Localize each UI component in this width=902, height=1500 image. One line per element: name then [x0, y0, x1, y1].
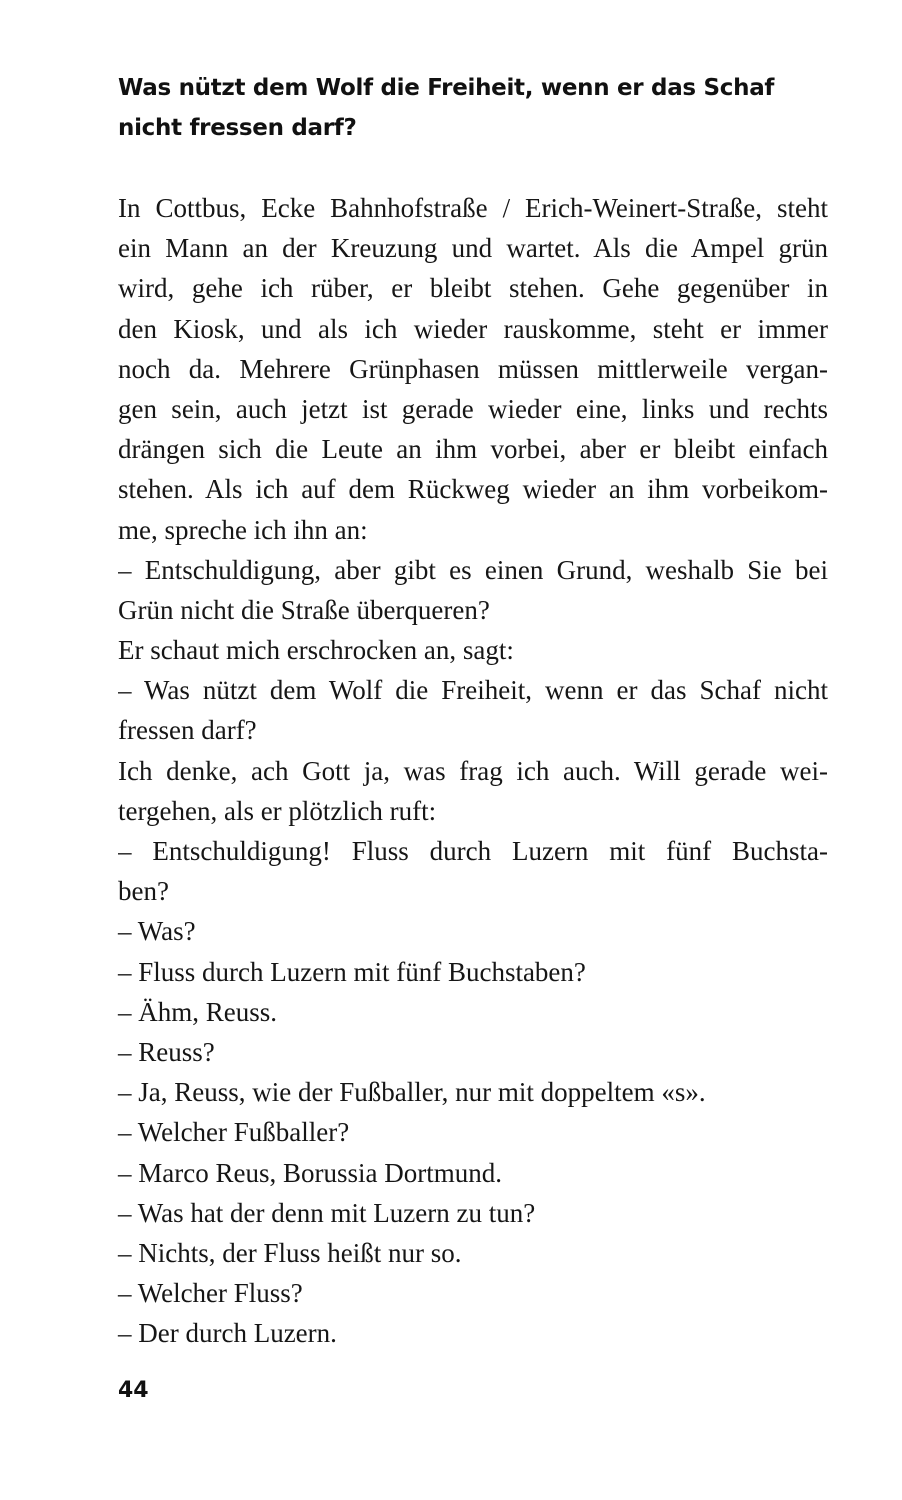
text-line: me, spreche ich ihn an:	[118, 514, 368, 545]
text-line: den Kiosk, und als ich wieder rauskomme, steht er immer	[118, 313, 828, 344]
text-line: – Entschuldigung! Fluss durch Luzern mit fünf Buchsta-	[118, 836, 828, 866]
text-line: – Marco Reus, Borussia Dortmund.	[118, 1157, 502, 1188]
text-line: – Fluss durch Luzern mit fünf Buchstaben?	[118, 956, 586, 987]
text-line: – Nichts, der Fluss heißt nur so.	[118, 1237, 462, 1268]
body-text	[118, 188, 828, 1353]
text-line: – Reuss?	[118, 1036, 215, 1067]
text-line: ben?	[118, 876, 169, 907]
text-line: ein Mann an der Kreuzung und wartet. Als die Ampel grün	[118, 233, 828, 264]
text-line: Er schaut mich erschrocken an, sagt:	[118, 635, 514, 666]
text-line: – Der durch Luzern.	[118, 1318, 337, 1349]
text-line: – Was hat der denn mit Luzern zu tun?	[118, 1197, 536, 1228]
text-line: Grün nicht die Straße überqueren?	[118, 594, 490, 625]
text-line: – Welcher Fluss?	[118, 1278, 303, 1309]
chapter-heading-line-1: Was nützt dem Wolf die Freiheit, wenn er das Schaf	[118, 75, 775, 101]
text-line: tergehen, als er plötzlich ruft:	[118, 795, 437, 826]
text-line: gen sein, auch jetzt ist gerade wieder eine, links und rechts	[118, 393, 828, 424]
text-line: – Ähm, Reuss.	[118, 996, 278, 1027]
text-line: In Cottbus, Ecke Bahnhofstraße / Erich-Weinert-Straße, steht	[118, 193, 828, 223]
text-line: – Welcher Fußballer?	[118, 1117, 350, 1148]
text-line: – Entschuldigung, aber gibt es einen Grund, weshalb Sie bei	[118, 554, 828, 585]
text-line: stehen. Als ich auf dem Rückweg wieder an ihm vorbeikom-	[118, 474, 828, 505]
text-line: Ich denke, ach Gott ja, was frag ich auch. Will gerade wei-	[118, 755, 828, 786]
text-line: drängen sich die Leute an ihm vorbei, aber er bleibt einfach	[118, 434, 828, 465]
text-line: fressen darf?	[118, 715, 257, 746]
chapter-heading	[118, 68, 818, 148]
text-line: – Was?	[118, 916, 196, 947]
text-line: – Was nützt dem Wolf die Freiheit, wenn er das Schaf nicht	[118, 675, 828, 706]
text-line: noch da. Mehrere Grünphasen müssen mittlerweile vergan-	[118, 353, 828, 384]
text-line: wird, gehe ich rüber, er bleibt stehen. Gehe gegenüber in	[118, 273, 828, 304]
text-line: – Ja, Reuss, wie der Fußballer, nur mit doppeltem «s».	[118, 1077, 706, 1108]
page-number: 44	[118, 1378, 149, 1403]
chapter-heading-line-2: nicht fressen darf?	[118, 115, 357, 141]
